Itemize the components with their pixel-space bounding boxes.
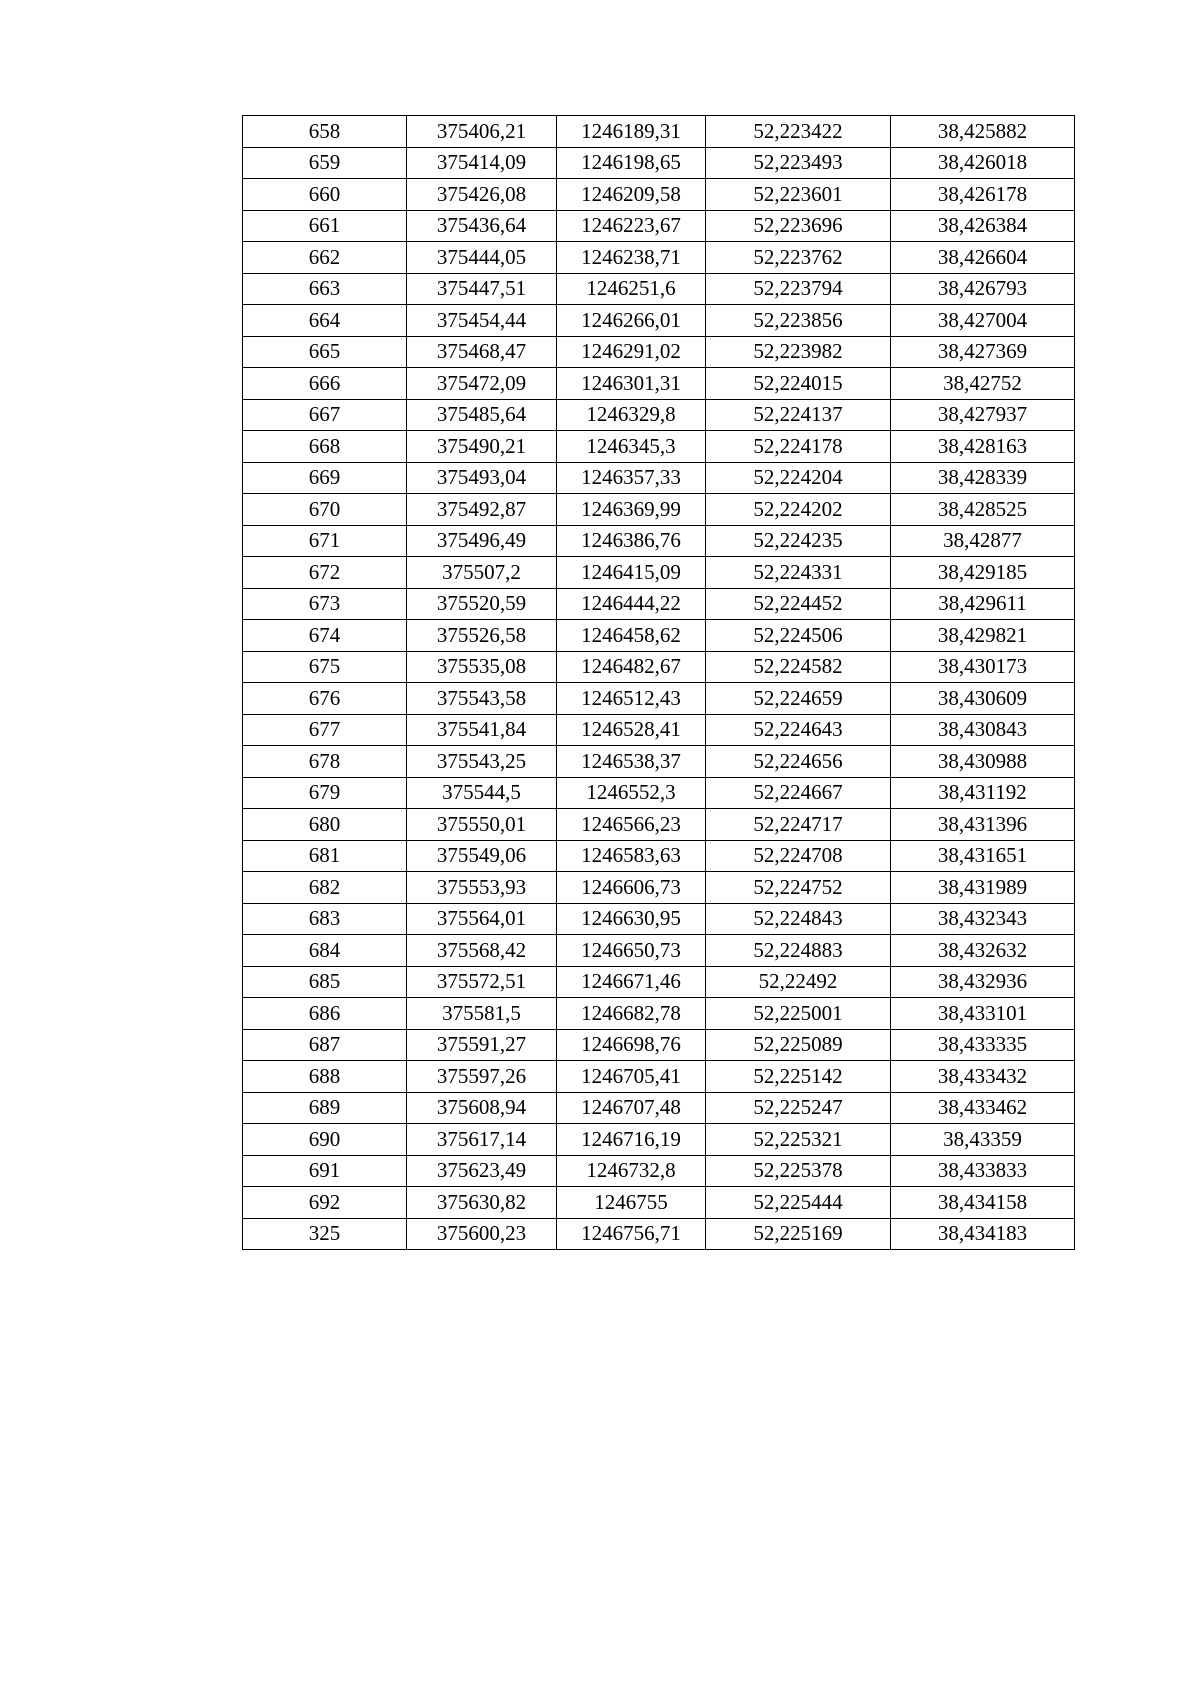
x-coordinate-cell: 375597,26	[407, 1061, 557, 1093]
x-coordinate-cell: 375490,21	[407, 431, 557, 463]
point-number-cell: 676	[243, 683, 407, 715]
table-row	[243, 1061, 1075, 1093]
latitude-cell: 52,224452	[706, 588, 891, 620]
point-number-cell: 690	[243, 1124, 407, 1156]
longitude-cell: 38,430609	[891, 683, 1075, 715]
longitude-cell: 38,432632	[891, 935, 1075, 967]
latitude-cell: 52,224656	[706, 746, 891, 778]
x-coordinate-cell: 375472,09	[407, 368, 557, 400]
latitude-cell: 52,223422	[706, 116, 891, 148]
x-coordinate-cell: 375444,05	[407, 242, 557, 274]
point-number-cell: 677	[243, 714, 407, 746]
longitude-cell: 38,426793	[891, 273, 1075, 305]
x-coordinate-cell: 375541,84	[407, 714, 557, 746]
latitude-cell: 52,223794	[706, 273, 891, 305]
table-row	[243, 1218, 1075, 1250]
coordinates-table-body	[243, 116, 1075, 1250]
point-number-cell: 680	[243, 809, 407, 841]
table-row	[243, 998, 1075, 1030]
x-coordinate-cell: 375447,51	[407, 273, 557, 305]
table-row	[243, 368, 1075, 400]
x-coordinate-cell: 375544,5	[407, 777, 557, 809]
table-row	[243, 431, 1075, 463]
point-number-cell: 664	[243, 305, 407, 337]
table-row	[243, 777, 1075, 809]
x-coordinate-cell: 375493,04	[407, 462, 557, 494]
point-number-cell: 675	[243, 651, 407, 683]
latitude-cell: 52,224202	[706, 494, 891, 526]
latitude-cell: 52,224506	[706, 620, 891, 652]
latitude-cell: 52,224717	[706, 809, 891, 841]
table-row	[243, 1124, 1075, 1156]
table-row	[243, 903, 1075, 935]
y-coordinate-cell: 1246444,22	[557, 588, 706, 620]
table-row	[243, 714, 1075, 746]
y-coordinate-cell: 1246415,09	[557, 557, 706, 589]
point-number-cell: 671	[243, 525, 407, 557]
y-coordinate-cell: 1246538,37	[557, 746, 706, 778]
table-row	[243, 1155, 1075, 1187]
longitude-cell: 38,426178	[891, 179, 1075, 211]
x-coordinate-cell: 375526,58	[407, 620, 557, 652]
point-number-cell: 661	[243, 210, 407, 242]
longitude-cell: 38,429821	[891, 620, 1075, 652]
table-row	[243, 935, 1075, 967]
latitude-cell: 52,223762	[706, 242, 891, 274]
x-coordinate-cell: 375406,21	[407, 116, 557, 148]
latitude-cell: 52,224659	[706, 683, 891, 715]
latitude-cell: 52,225247	[706, 1092, 891, 1124]
point-number-cell: 686	[243, 998, 407, 1030]
y-coordinate-cell: 1246357,33	[557, 462, 706, 494]
latitude-cell: 52,224843	[706, 903, 891, 935]
longitude-cell: 38,428163	[891, 431, 1075, 463]
table-row	[243, 242, 1075, 274]
y-coordinate-cell: 1246369,99	[557, 494, 706, 526]
y-coordinate-cell: 1246650,73	[557, 935, 706, 967]
longitude-cell: 38,433462	[891, 1092, 1075, 1124]
latitude-cell: 52,223696	[706, 210, 891, 242]
table-row	[243, 809, 1075, 841]
y-coordinate-cell: 1246251,6	[557, 273, 706, 305]
longitude-cell: 38,432936	[891, 966, 1075, 998]
y-coordinate-cell: 1246458,62	[557, 620, 706, 652]
longitude-cell: 38,430173	[891, 651, 1075, 683]
y-coordinate-cell: 1246671,46	[557, 966, 706, 998]
latitude-cell: 52,225321	[706, 1124, 891, 1156]
point-number-cell: 692	[243, 1187, 407, 1219]
table-row	[243, 1187, 1075, 1219]
y-coordinate-cell: 1246266,01	[557, 305, 706, 337]
latitude-cell: 52,224178	[706, 431, 891, 463]
table-row	[243, 588, 1075, 620]
longitude-cell: 38,433432	[891, 1061, 1075, 1093]
point-number-cell: 658	[243, 116, 407, 148]
longitude-cell: 38,434158	[891, 1187, 1075, 1219]
x-coordinate-cell: 375468,47	[407, 336, 557, 368]
latitude-cell: 52,223982	[706, 336, 891, 368]
x-coordinate-cell: 375553,93	[407, 872, 557, 904]
point-number-cell: 670	[243, 494, 407, 526]
longitude-cell: 38,429611	[891, 588, 1075, 620]
longitude-cell: 38,433335	[891, 1029, 1075, 1061]
table-row	[243, 1092, 1075, 1124]
y-coordinate-cell: 1246682,78	[557, 998, 706, 1030]
longitude-cell: 38,427369	[891, 336, 1075, 368]
point-number-cell: 669	[243, 462, 407, 494]
point-number-cell: 673	[243, 588, 407, 620]
point-number-cell: 659	[243, 147, 407, 179]
table-row	[243, 557, 1075, 589]
latitude-cell: 52,223493	[706, 147, 891, 179]
longitude-cell: 38,428339	[891, 462, 1075, 494]
x-coordinate-cell: 375426,08	[407, 179, 557, 211]
longitude-cell: 38,43359	[891, 1124, 1075, 1156]
x-coordinate-cell: 375507,2	[407, 557, 557, 589]
table-row	[243, 116, 1075, 148]
y-coordinate-cell: 1246716,19	[557, 1124, 706, 1156]
table-row	[243, 1029, 1075, 1061]
latitude-cell: 52,225169	[706, 1218, 891, 1250]
table-row	[243, 210, 1075, 242]
latitude-cell: 52,224883	[706, 935, 891, 967]
point-number-cell: 683	[243, 903, 407, 935]
longitude-cell: 38,433833	[891, 1155, 1075, 1187]
x-coordinate-cell: 375581,5	[407, 998, 557, 1030]
x-coordinate-cell: 375436,64	[407, 210, 557, 242]
point-number-cell: 684	[243, 935, 407, 967]
point-number-cell: 667	[243, 399, 407, 431]
x-coordinate-cell: 375568,42	[407, 935, 557, 967]
point-number-cell: 668	[243, 431, 407, 463]
table-row	[243, 179, 1075, 211]
table-row	[243, 147, 1075, 179]
x-coordinate-cell: 375414,09	[407, 147, 557, 179]
point-number-cell: 672	[243, 557, 407, 589]
longitude-cell: 38,431396	[891, 809, 1075, 841]
point-number-cell: 681	[243, 840, 407, 872]
x-coordinate-cell: 375520,59	[407, 588, 557, 620]
longitude-cell: 38,430843	[891, 714, 1075, 746]
point-number-cell: 685	[243, 966, 407, 998]
x-coordinate-cell: 375543,58	[407, 683, 557, 715]
x-coordinate-cell: 375608,94	[407, 1092, 557, 1124]
point-number-cell: 325	[243, 1218, 407, 1250]
table-row	[243, 273, 1075, 305]
longitude-cell: 38,426018	[891, 147, 1075, 179]
longitude-cell: 38,42752	[891, 368, 1075, 400]
longitude-cell: 38,428525	[891, 494, 1075, 526]
latitude-cell: 52,225089	[706, 1029, 891, 1061]
latitude-cell: 52,223856	[706, 305, 891, 337]
point-number-cell: 662	[243, 242, 407, 274]
y-coordinate-cell: 1246301,31	[557, 368, 706, 400]
longitude-cell: 38,430988	[891, 746, 1075, 778]
latitude-cell: 52,224235	[706, 525, 891, 557]
y-coordinate-cell: 1246732,8	[557, 1155, 706, 1187]
y-coordinate-cell: 1246630,95	[557, 903, 706, 935]
x-coordinate-cell: 375454,44	[407, 305, 557, 337]
table-row	[243, 840, 1075, 872]
longitude-cell: 38,427937	[891, 399, 1075, 431]
longitude-cell: 38,429185	[891, 557, 1075, 589]
table-row	[243, 525, 1075, 557]
x-coordinate-cell: 375550,01	[407, 809, 557, 841]
x-coordinate-cell: 375623,49	[407, 1155, 557, 1187]
point-number-cell: 679	[243, 777, 407, 809]
point-number-cell: 666	[243, 368, 407, 400]
table-row	[243, 966, 1075, 998]
table-row	[243, 620, 1075, 652]
y-coordinate-cell: 1246528,41	[557, 714, 706, 746]
longitude-cell: 38,432343	[891, 903, 1075, 935]
y-coordinate-cell: 1246606,73	[557, 872, 706, 904]
point-number-cell: 665	[243, 336, 407, 368]
latitude-cell: 52,224752	[706, 872, 891, 904]
latitude-cell: 52,225444	[706, 1187, 891, 1219]
latitude-cell: 52,225142	[706, 1061, 891, 1093]
longitude-cell: 38,431192	[891, 777, 1075, 809]
longitude-cell: 38,431651	[891, 840, 1075, 872]
point-number-cell: 674	[243, 620, 407, 652]
y-coordinate-cell: 1246189,31	[557, 116, 706, 148]
x-coordinate-cell: 375600,23	[407, 1218, 557, 1250]
point-number-cell: 682	[243, 872, 407, 904]
y-coordinate-cell: 1246552,3	[557, 777, 706, 809]
latitude-cell: 52,225378	[706, 1155, 891, 1187]
latitude-cell: 52,224667	[706, 777, 891, 809]
table-row	[243, 399, 1075, 431]
x-coordinate-cell: 375496,49	[407, 525, 557, 557]
y-coordinate-cell: 1246223,67	[557, 210, 706, 242]
latitude-cell: 52,225001	[706, 998, 891, 1030]
table-row	[243, 651, 1075, 683]
table-row	[243, 336, 1075, 368]
y-coordinate-cell: 1246566,23	[557, 809, 706, 841]
longitude-cell: 38,427004	[891, 305, 1075, 337]
y-coordinate-cell: 1246386,76	[557, 525, 706, 557]
table-row	[243, 683, 1075, 715]
table-row	[243, 305, 1075, 337]
y-coordinate-cell: 1246755	[557, 1187, 706, 1219]
y-coordinate-cell: 1246209,58	[557, 179, 706, 211]
x-coordinate-cell: 375549,06	[407, 840, 557, 872]
point-number-cell: 660	[243, 179, 407, 211]
point-number-cell: 691	[243, 1155, 407, 1187]
longitude-cell: 38,431989	[891, 872, 1075, 904]
longitude-cell: 38,433101	[891, 998, 1075, 1030]
latitude-cell: 52,224582	[706, 651, 891, 683]
longitude-cell: 38,426604	[891, 242, 1075, 274]
longitude-cell: 38,425882	[891, 116, 1075, 148]
x-coordinate-cell: 375485,64	[407, 399, 557, 431]
y-coordinate-cell: 1246482,67	[557, 651, 706, 683]
coordinates-table	[242, 115, 1075, 1250]
y-coordinate-cell: 1246707,48	[557, 1092, 706, 1124]
y-coordinate-cell: 1246583,63	[557, 840, 706, 872]
point-number-cell: 663	[243, 273, 407, 305]
x-coordinate-cell: 375617,14	[407, 1124, 557, 1156]
x-coordinate-cell: 375492,87	[407, 494, 557, 526]
latitude-cell: 52,224708	[706, 840, 891, 872]
x-coordinate-cell: 375535,08	[407, 651, 557, 683]
y-coordinate-cell: 1246291,02	[557, 336, 706, 368]
x-coordinate-cell: 375543,25	[407, 746, 557, 778]
longitude-cell: 38,42877	[891, 525, 1075, 557]
latitude-cell: 52,224331	[706, 557, 891, 589]
point-number-cell: 687	[243, 1029, 407, 1061]
y-coordinate-cell: 1246698,76	[557, 1029, 706, 1061]
table-row	[243, 872, 1075, 904]
table-row	[243, 462, 1075, 494]
y-coordinate-cell: 1246238,71	[557, 242, 706, 274]
latitude-cell: 52,223601	[706, 179, 891, 211]
y-coordinate-cell: 1246756,71	[557, 1218, 706, 1250]
longitude-cell: 38,426384	[891, 210, 1075, 242]
x-coordinate-cell: 375572,51	[407, 966, 557, 998]
y-coordinate-cell: 1246512,43	[557, 683, 706, 715]
x-coordinate-cell: 375564,01	[407, 903, 557, 935]
point-number-cell: 689	[243, 1092, 407, 1124]
y-coordinate-cell: 1246345,3	[557, 431, 706, 463]
y-coordinate-cell: 1246705,41	[557, 1061, 706, 1093]
x-coordinate-cell: 375591,27	[407, 1029, 557, 1061]
latitude-cell: 52,224015	[706, 368, 891, 400]
latitude-cell: 52,224204	[706, 462, 891, 494]
latitude-cell: 52,22492	[706, 966, 891, 998]
y-coordinate-cell: 1246198,65	[557, 147, 706, 179]
point-number-cell: 678	[243, 746, 407, 778]
latitude-cell: 52,224643	[706, 714, 891, 746]
y-coordinate-cell: 1246329,8	[557, 399, 706, 431]
longitude-cell: 38,434183	[891, 1218, 1075, 1250]
latitude-cell: 52,224137	[706, 399, 891, 431]
x-coordinate-cell: 375630,82	[407, 1187, 557, 1219]
point-number-cell: 688	[243, 1061, 407, 1093]
table-row	[243, 746, 1075, 778]
table-row	[243, 494, 1075, 526]
